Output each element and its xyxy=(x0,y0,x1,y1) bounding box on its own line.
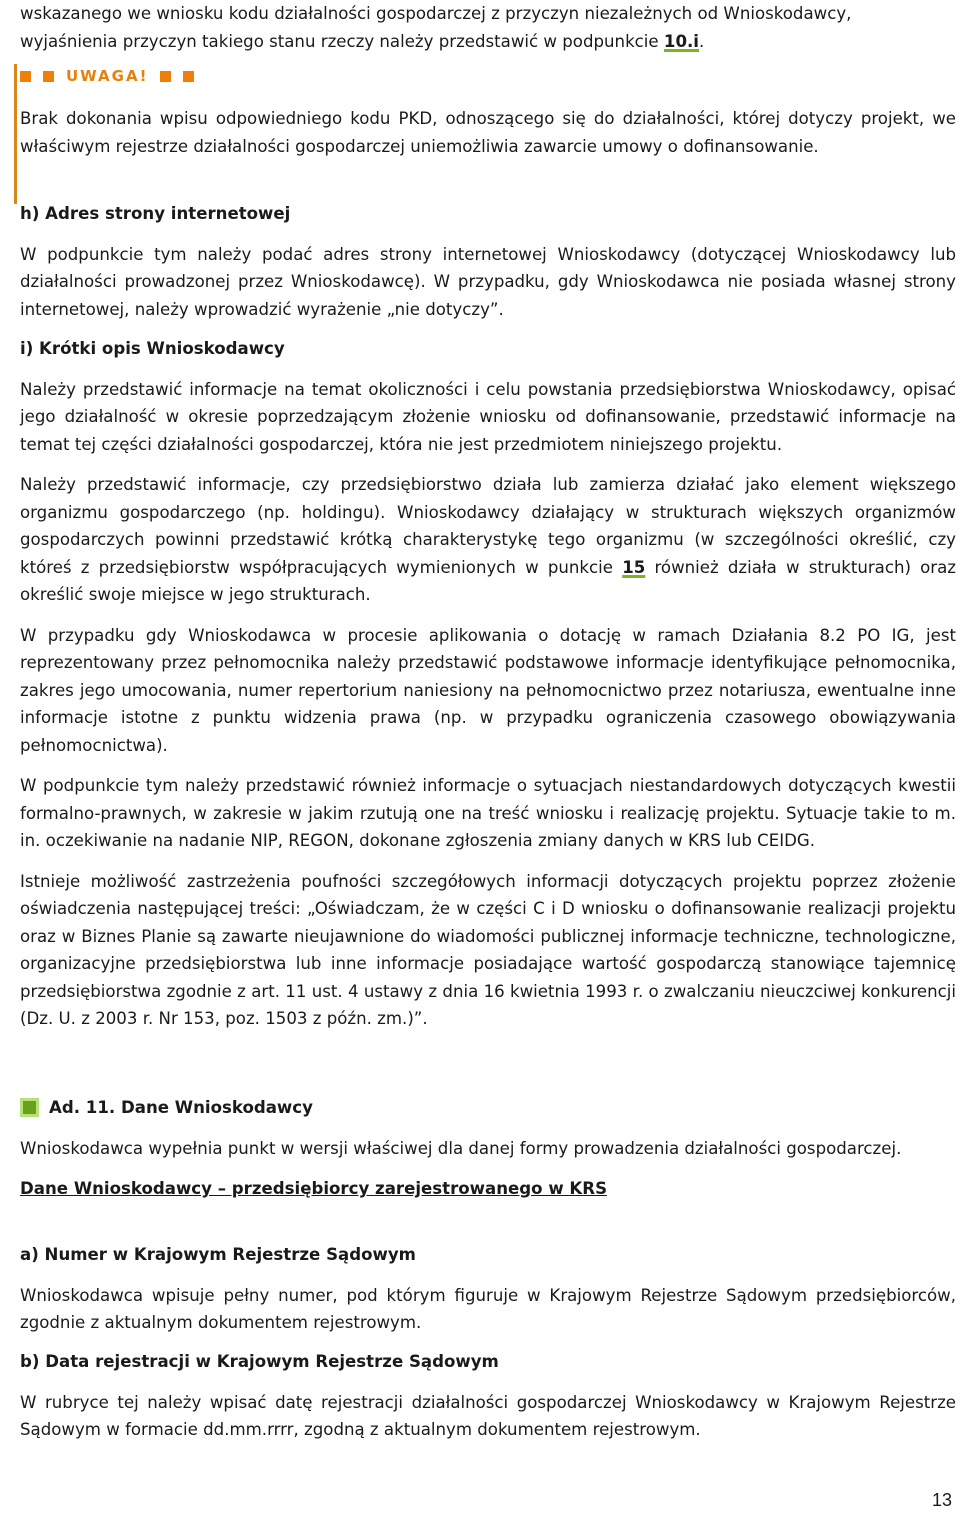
section-i xyxy=(20,335,956,1033)
ad11-section xyxy=(20,1094,956,1203)
link-15[interactable]: 15 xyxy=(622,557,646,577)
section-b-heading: b) Data rejestracji w Krajowym Rejestrze Sądowym xyxy=(20,1352,499,1371)
section-i-paragraph-4: W podpunkcie tym należy przedstawić również informacje o sytuacjach niestandardowych dotyczących kwestii formalno-prawnych, w zakresie w jakim rzutują one na treść wniosku i realizację projektu. Sytuacje takie to m. in. oczekiwanie na nadanie NIP, REGON, dokonane zgłoszenia zmiany danych w KRS lub CEIDG. xyxy=(20,776,956,850)
warning-header xyxy=(20,66,206,86)
green-square-icon xyxy=(20,1098,39,1117)
section-i-heading: i) Krótki opis Wnioskodawcy xyxy=(20,339,285,358)
section-i-paragraph-5: Istnieje możliwość zastrzeżenia poufności szczegółowych informacji dotyczących projektu poprzez złożenie oświadczenia następującej treści: „Oświadczam, że w części C i D wniosku o dofinansowanie realizacji projektu oraz w Biznes Planie są zawarte nieujawnione do wiadomości publicznej informacje techniczne, technologiczne, organizacyjne przedsiębiorstwa lub inne informacje posiadające wartość gospodarczą stanowiące tajemnicę przedsiębiorstwa zgodnie z art. 11 ust. 4 ustawy z dnia 16 kwietnia 1993 r. o zwalczaniu nieuczciwej konkurencji (Dz. U. z 2003 r. Nr 153, poz. 1503 z późn. zm.)”. xyxy=(20,871,956,1028)
warning-square-icon xyxy=(43,71,54,82)
section-i-paragraph-3: W przypadku gdy Wnioskodawca w procesie aplikowania o dotację w ramach Działania 8.2 PO IG, jest reprezentowany przez pełnomocnika należy przedstawić podstawowe informacje identyfikujące pełnomocnika, zakres jego umocowania, numer repertorium naniesiony na pełnomocnictwo przez notariusza, ewentualne inne informacje istotne z punktu widzenia prawa (np. w przypadku ograniczenia czasowego obowiązywania pełnomocnictwa). xyxy=(20,625,956,755)
ad11-heading: Ad. 11. Dane Wnioskodawcy xyxy=(20,1094,956,1122)
warning-square-icon xyxy=(183,71,194,82)
link-10i[interactable]: 10.i xyxy=(663,31,699,51)
intro-line-2: wyjaśnienia przyczyn takiego stanu rzeczy należy przedstawić w podpunkcie 10.i. xyxy=(20,31,705,51)
section-b xyxy=(20,1348,956,1444)
warning-square-icon xyxy=(20,71,31,82)
ad11-body: Wnioskodawca wypełnia punkt w wersji właściwej dla danej formy prowadzenia działalności gospodarczej. xyxy=(20,1138,902,1158)
section-h-heading: h) Adres strony internetowej xyxy=(20,204,291,223)
section-a-body: Wnioskodawca wpisuje pełny numer, pod którym figuruje w Krajowym Rejestrze Sądowym przedsiębiorców, zgodnie z aktualnym dokumentem rejestrowym. xyxy=(20,1285,956,1332)
section-h-body: W podpunkcie tym należy podać adres strony internetowej Wnioskodawcy (dotyczącej Wnioskodawcy lub działalności prowadzonej przez Wnioskodawcę). W przypadku, gdy Wnioskodawca nie posiada własnej strony internetowej, należy wprowadzić wyrażenie „nie dotyczy”. xyxy=(20,244,956,319)
section-b-body: W rubryce tej należy wpisać datę rejestracji działalności gospodarczej Wnioskodawcy w Krajowym Rejestrze Sądowym w formacie dd.mm.rrrr, zgodną z aktualnym dokumentem rejestrowym. xyxy=(20,1392,956,1439)
ad11-subheading: Dane Wnioskodawcy – przedsiębiorcy zarejestrowanego w KRS xyxy=(20,1179,608,1198)
warning-label: UWAGA! xyxy=(66,67,149,85)
page-number: 13 xyxy=(931,1490,952,1510)
intro-paragraph xyxy=(20,0,956,55)
intro-line-1: wskazanego we wniosku kodu działalności gospodarczej z przyczyn niezależnych od Wnioskodawcy, xyxy=(20,4,852,23)
section-a-heading: a) Numer w Krajowym Rejestrze Sądowym xyxy=(20,1245,416,1264)
section-a xyxy=(20,1241,956,1337)
warning-side-bar xyxy=(14,64,17,204)
section-i-paragraph-1: Należy przedstawić informacje na temat okoliczności i celu powstania przedsiębiorstwa Wnioskodawcy, opisać jego działalność w okresie poprzedzającym złożenie wniosku od dofinansowanie, przedstawić informacje na temat tej części działalności gospodarczej, która nie jest przedmiotem niniejszego projektu. xyxy=(20,379,956,454)
section-h xyxy=(20,200,956,323)
section-i-paragraph-2: Należy przedstawić informacje, czy przedsiębiorstwo działa lub zamierza działać jako element większego organizmu gospodarczego (np. holdingu). Wnioskodawcy działający w strukturach większych organizmów gospodarczych powinni przedstawić krótką charakterystykę tego organizmu (w szczególności określić, czy któreś z przedsiębiorstw współpracujących wymienionych w punkcie 15 również działa w strukturach) oraz określić swoje miejsce w jego strukturach. xyxy=(20,475,956,604)
warning-square-icon xyxy=(160,71,171,82)
warning-text: Brak dokonania wpisu odpowiedniego kodu PKD, odnoszącego się do działalności, której dotyczy projekt, we właściwym rejestrze działalności gospodarczej uniemożliwia zawarcie umowy o dofinansowanie. xyxy=(20,109,956,156)
